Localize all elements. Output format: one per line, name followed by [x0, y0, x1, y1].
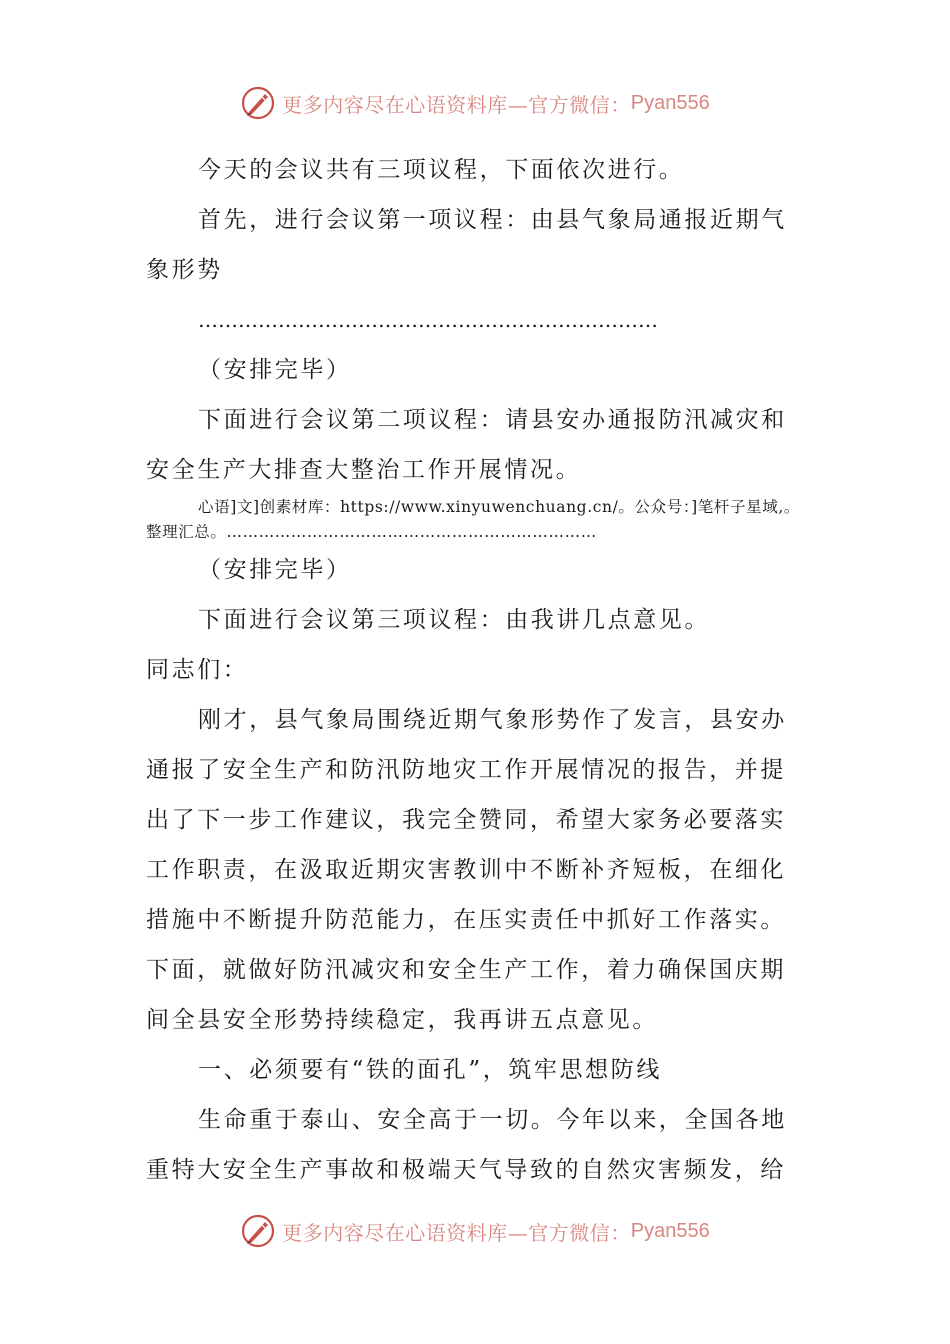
source-note: 心语]文]创素材库：https://www.xinyuwenchuang.cn/。公众号：]笔杆子星域,。整理汇总。……………………………………………………………	[146, 498, 800, 541]
banner-wechat-id: Pyan556	[630, 1219, 710, 1242]
paragraph-agenda-three: 下面进行会议第三项议程：由我讲几点意见。	[198, 607, 710, 633]
paragraph-agenda-two-line2: 安全生产大排查大整治工作开展情况。	[146, 457, 582, 483]
quill-pen-logo-icon	[240, 1213, 276, 1249]
paragraph-agenda-intro: 今天的会议共有三项议程，下面依次进行。	[198, 157, 685, 183]
watermark-banner-bottom	[0, 1208, 950, 1254]
paragraph-section-one-line1: 生命重于泰山、安全高于一切。今年以来，全国各地	[198, 1107, 787, 1133]
paragraph-main-line2: 通报了安全生产和防汛防地灾工作开展情况的报告，并提	[146, 757, 786, 783]
banner-wechat-id: Pyan556	[630, 91, 710, 114]
section-heading-one: 一、必须要有“铁的面孔”，筑牢思想防线	[198, 1057, 662, 1083]
watermark-banner-top	[0, 80, 950, 126]
arrangement-done-1: （安排完毕）	[198, 357, 352, 383]
quill-pen-logo-icon	[240, 85, 276, 121]
paragraph-main-line1: 刚才，县气象局围绕近期气象形势作了发言，县安办	[198, 707, 787, 733]
banner-text: 更多内容尽在心语资料库—官方微信：	[282, 92, 631, 117]
document-body	[146, 145, 806, 1195]
arrangement-done-2: （安排完毕）	[198, 557, 352, 583]
greeting: 同志们：	[146, 657, 249, 683]
ellipsis-line: ……………………………………………………………	[198, 308, 658, 332]
paragraph-main-line5: 措施中不断提升防范能力，在压实责任中抓好工作落实。	[146, 907, 786, 933]
paragraph-main-line7: 间全县安全形势持续稳定，我再讲五点意见。	[146, 1007, 658, 1033]
paragraph-main-line6: 下面，就做好防汛减灾和安全生产工作，着力确保国庆期	[146, 957, 786, 983]
paragraph-agenda-one-line1: 首先，进行会议第一项议程：由县气象局通报近期气	[198, 207, 787, 233]
paragraph-section-one-line2: 重特大安全生产事故和极端天气导致的自然灾害频发，给	[146, 1157, 786, 1183]
paragraph-agenda-two-line1: 下面进行会议第二项议程：请县安办通报防汛减灾和	[198, 407, 787, 433]
banner-text: 更多内容尽在心语资料库—官方微信：	[282, 1220, 631, 1245]
paragraph-main-line4: 工作职责，在汲取近期灾害教训中不断补齐短板，在细化	[146, 857, 786, 883]
paragraph-agenda-one-line2: 象形势	[146, 257, 223, 283]
paragraph-main-line3: 出了下一步工作建议，我完全赞同，希望大家务必要落实	[146, 807, 786, 833]
